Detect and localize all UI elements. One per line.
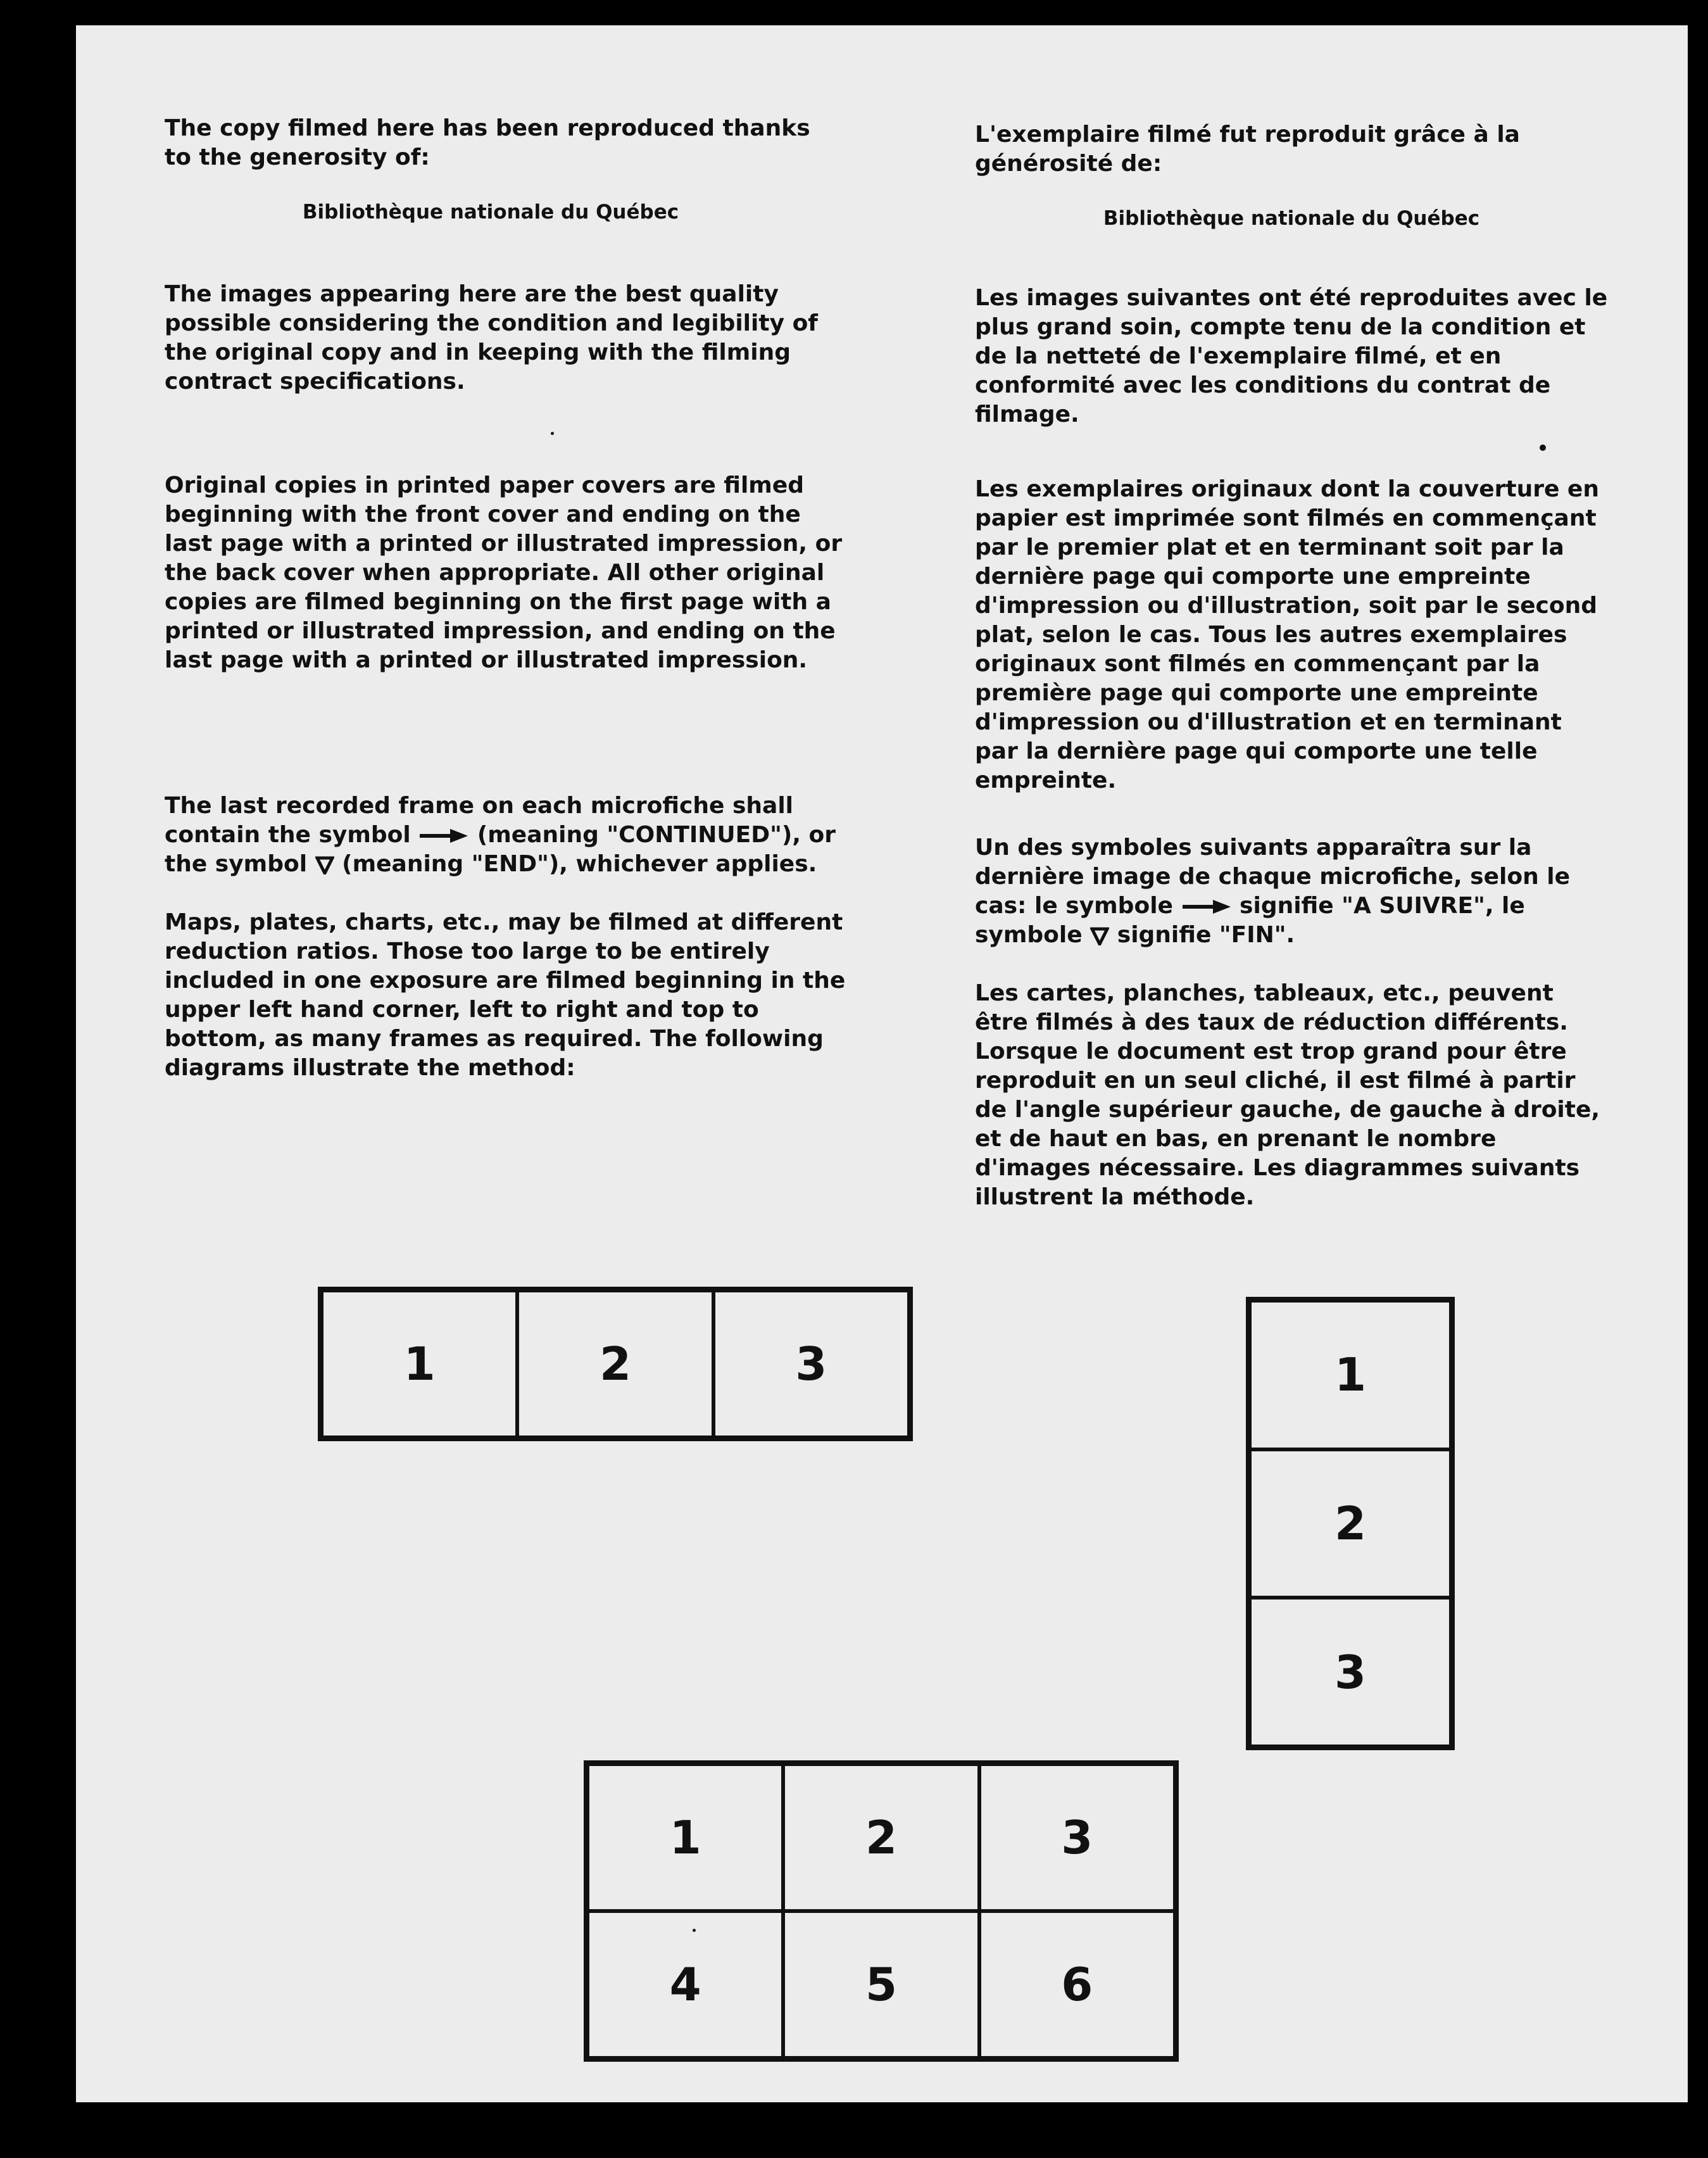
maps-paragraph-fr: Les cartes, planches, tableaux, etc., peuvent être filmés à des taux de réduction différents. Lorsque le document est trop grand pour être reproduit en un seul cliché, il est filmé à partir de l'angle supérieur gauche, de gauche à droite, et de haut en bas, en prenant le nombre d'images nécessaire. Les diagrammes suivants illustrent la méthode. xyxy=(975,980,1600,1210)
quality-paragraph-fr: Les images suivantes ont été reproduites avec le plus grand soin, compte tenu de la condition et de la netteté de l'exemplaire filmé, et en conformité avec les conditions du contrat de filmage. xyxy=(975,285,1608,427)
scan-speck xyxy=(1540,445,1546,451)
thanks-line-2: to the generosity of: xyxy=(165,144,430,170)
horizontal-frames-diagram xyxy=(318,1287,913,1441)
symbols-text-2: (meaning "CONTINUED"), or the symbol xyxy=(165,822,836,877)
frame-cell: 1 xyxy=(322,1290,517,1437)
symbols-text-3: (meaning "END"), whichever applies. xyxy=(342,851,817,877)
library-name-fr: Bibliothèque nationale du Québec xyxy=(1103,207,1480,230)
original-copies-paragraph: Original copies in printed paper covers are filmed beginning with the front cover and ending on the last page with a printed or illustrated impression, or the back cover when appropriate. All other original copies are filmed beginning on the first page with a printed or illustrated impression, and ending on the last page with a printed or illustrated impression. xyxy=(165,472,843,673)
symbols-text-1-fr: Un des symboles suivants apparaîtra sur la dernière image de chaque microfiche, selon le cas: le symbole xyxy=(975,835,1571,919)
frame-cell: 3 xyxy=(1250,1598,1451,1746)
maps-paragraph: Maps, plates, charts, etc., may be filmed at different reduction ratios. Those too large to be entirely included in one exposure are filmed beginning in the upper left hand corner, left to right and top to bottom, as many frames as required. The following diagrams illustrate the method: xyxy=(165,909,846,1081)
frame-cell: 1 xyxy=(1250,1301,1451,1449)
grid-frames-diagram xyxy=(584,1760,1179,2062)
frame-cell: 3 xyxy=(979,1764,1175,1911)
symbols-text-1: The last recorded frame on each microfiche shall contain the symbol xyxy=(165,793,794,848)
frame-cell: 2 xyxy=(783,1764,979,1911)
frame-cell: 2 xyxy=(517,1290,713,1437)
frame-cell: 2 xyxy=(1250,1449,1451,1598)
continued-arrow-icon xyxy=(418,828,469,843)
end-triangle-icon xyxy=(1090,926,1109,945)
quality-paragraph: The images appearing here are the best quality possible considering the condition and legibility of the original copy and in keeping with the filming contract specifications. xyxy=(165,281,818,394)
original-copies-paragraph-fr: Les exemplaires originaux dont la couverture en papier est imprimée sont filmés en commençant par le premier plat et en terminant soit par la dernière page qui comporte une empreinte d'impression ou d'illustration, soit par le second plat, selon le cas. Tous les autres exemplaires originaux sont filmés en commençant par la première page qui comporte une empreinte d'impression ou d'illustration et en terminant par la dernière page qui comporte une telle empreinte. xyxy=(975,476,1599,793)
frame-cell: 4 xyxy=(587,1911,783,2058)
symbols-text-3-fr: signifie "FIN". xyxy=(1117,922,1295,948)
frame-cell: 6 xyxy=(979,1911,1175,2058)
vertical-frames-diagram xyxy=(1246,1297,1455,1750)
symbols-paragraph-fr xyxy=(975,833,1608,950)
french-column xyxy=(975,120,1608,1212)
symbols-text-2-fr: signifie "A SUIVRE", le symbole xyxy=(975,893,1525,948)
thanks-line-1: The copy filmed here has been reproduced thanks xyxy=(165,115,810,141)
thanks-line-2-fr: générosité de: xyxy=(975,151,1162,177)
thanks-line-1-fr: L'exemplaire filmé fut reproduit grâce à la xyxy=(975,122,1520,148)
frame-cell: 5 xyxy=(783,1911,979,2058)
english-column xyxy=(165,114,855,1083)
continued-arrow-icon xyxy=(1181,899,1232,914)
library-name: Bibliothèque nationale du Québec xyxy=(302,201,679,224)
scan-speck xyxy=(693,1929,696,1932)
symbols-paragraph xyxy=(165,792,855,879)
frame-cell: 3 xyxy=(713,1290,909,1437)
scan-speck xyxy=(551,432,554,435)
frame-cell: 1 xyxy=(587,1764,783,1911)
end-triangle-icon xyxy=(315,855,334,874)
